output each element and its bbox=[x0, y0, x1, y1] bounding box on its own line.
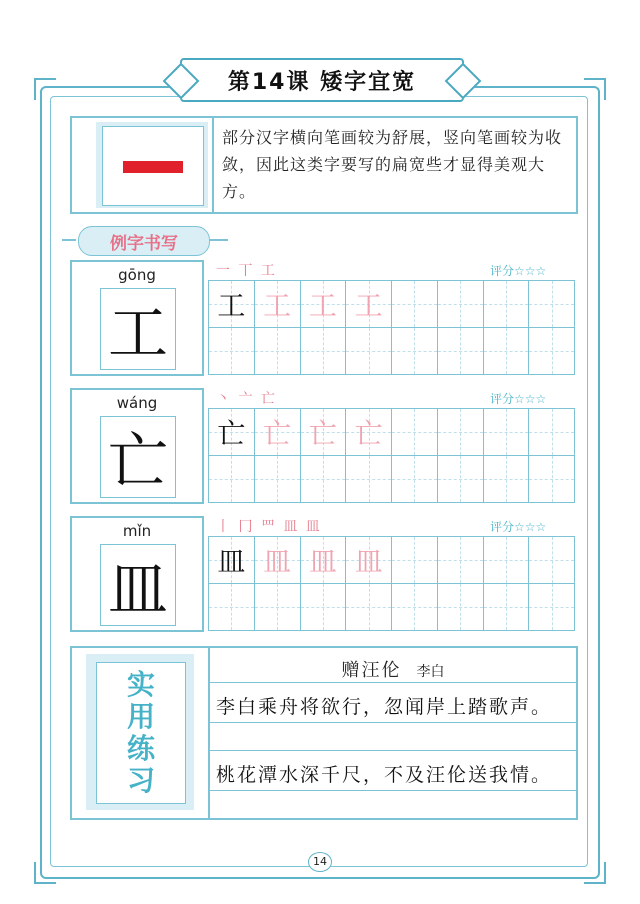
practice-grid-1 bbox=[208, 280, 575, 375]
intro-text: 部分汉字横向笔画较为舒展，竖向笔画较为收敛，因此这类字要写的扁宽些才显得美观大方。 bbox=[222, 128, 563, 201]
grid-cell[interactable] bbox=[392, 584, 438, 631]
char-display-3 bbox=[70, 516, 204, 632]
grid-cell[interactable] bbox=[392, 409, 438, 456]
pinyin-2: wáng bbox=[116, 394, 158, 412]
section-label-banner bbox=[78, 226, 210, 256]
example-char-3: 皿 bbox=[108, 555, 168, 625]
grid-cell[interactable] bbox=[392, 537, 438, 584]
intro-char-frame bbox=[102, 126, 204, 206]
grid-cell[interactable] bbox=[209, 537, 255, 584]
grid-cell[interactable] bbox=[301, 281, 347, 328]
grid-cell[interactable] bbox=[346, 537, 392, 584]
page-number-badge bbox=[300, 850, 340, 870]
grid-cell[interactable] bbox=[301, 328, 347, 375]
example-char-1: 工 bbox=[108, 299, 168, 369]
trace-char: 皿 bbox=[308, 545, 337, 578]
pinyin-1: gōng bbox=[118, 266, 156, 284]
grid-cell[interactable] bbox=[438, 537, 484, 584]
pinyin-3: mǐn bbox=[122, 522, 152, 540]
grid-cell[interactable] bbox=[346, 281, 392, 328]
grid-cell[interactable] bbox=[209, 456, 255, 503]
grid-cell[interactable] bbox=[255, 584, 301, 631]
practice-label-char: 实 bbox=[126, 668, 155, 701]
model-char: 工 bbox=[217, 289, 246, 322]
model-char: 皿 bbox=[217, 545, 246, 578]
grid-cell[interactable] bbox=[392, 456, 438, 503]
writing-line bbox=[210, 790, 576, 791]
frame-corner-bl bbox=[34, 862, 56, 884]
grid-cell[interactable] bbox=[438, 328, 484, 375]
grid-cell[interactable] bbox=[346, 584, 392, 631]
grid-cell[interactable] bbox=[301, 409, 347, 456]
grid-cell[interactable] bbox=[209, 328, 255, 375]
grid-cell[interactable] bbox=[301, 456, 347, 503]
trace-char: 亡 bbox=[308, 417, 337, 450]
poem-line-2: 桃花潭水深千尺，不及汪伦送我情。 bbox=[216, 764, 553, 786]
char-display-1 bbox=[70, 260, 204, 376]
grid-cell[interactable] bbox=[529, 409, 575, 456]
grid-cell[interactable] bbox=[209, 281, 255, 328]
lesson-title-plate bbox=[180, 58, 464, 102]
grid-cell[interactable] bbox=[392, 281, 438, 328]
grid-cell[interactable] bbox=[484, 537, 530, 584]
lesson-title: 第14课 矮字宜宽 bbox=[227, 69, 417, 95]
grid-cell[interactable] bbox=[255, 409, 301, 456]
grid-cell[interactable] bbox=[484, 409, 530, 456]
char-box-1 bbox=[100, 288, 176, 370]
score-label-3: 评分☆☆☆ bbox=[490, 520, 547, 534]
trace-char: 工 bbox=[354, 289, 383, 322]
banner-line-right bbox=[208, 239, 228, 241]
poem-heading bbox=[210, 656, 576, 682]
practice-label-frame bbox=[96, 662, 186, 804]
grid-cell[interactable] bbox=[255, 456, 301, 503]
stroke-order-2: 丶 亠 亡 bbox=[216, 391, 277, 407]
char-card-1 bbox=[70, 260, 574, 376]
char-card-2 bbox=[70, 388, 574, 504]
practice-label-char: 用 bbox=[126, 700, 155, 733]
writing-line bbox=[210, 682, 576, 683]
page-number: 14 bbox=[308, 852, 332, 872]
example-char-2: 亡 bbox=[108, 427, 168, 497]
trace-char: 亡 bbox=[263, 417, 292, 450]
intro-divider bbox=[212, 118, 214, 212]
grid-cell[interactable] bbox=[346, 409, 392, 456]
model-char: 亡 bbox=[217, 417, 246, 450]
grid-cell[interactable] bbox=[484, 456, 530, 503]
writing-line bbox=[210, 750, 576, 751]
score-label-1: 评分☆☆☆ bbox=[490, 264, 547, 278]
trace-char: 皿 bbox=[263, 545, 292, 578]
grid-cell[interactable] bbox=[255, 537, 301, 584]
char-box-3 bbox=[100, 544, 176, 626]
section-label: 例字书写 bbox=[110, 233, 178, 254]
grid-cell[interactable] bbox=[529, 584, 575, 631]
grid-cell[interactable] bbox=[529, 281, 575, 328]
score-label-2: 评分☆☆☆ bbox=[490, 392, 547, 406]
practice-label-char: 习 bbox=[126, 764, 155, 797]
poem-line-1: 李白乘舟将欲行，忽闻岸上踏歌声。 bbox=[216, 696, 553, 718]
poem-title: 赠汪伦 bbox=[341, 660, 402, 681]
grid-cell[interactable] bbox=[484, 584, 530, 631]
trace-char: 皿 bbox=[354, 545, 383, 578]
grid-cell[interactable] bbox=[438, 456, 484, 503]
practice-section bbox=[70, 646, 578, 820]
frame-corner-tl bbox=[34, 78, 56, 100]
grid-cell[interactable] bbox=[392, 328, 438, 375]
char-box-2 bbox=[100, 416, 176, 498]
writing-line bbox=[210, 722, 576, 723]
grid-cell[interactable] bbox=[438, 409, 484, 456]
practice-label-char: 练 bbox=[126, 732, 155, 765]
char-display-2 bbox=[70, 388, 204, 504]
red-stroke-bar bbox=[123, 161, 183, 173]
grid-cell[interactable] bbox=[301, 537, 347, 584]
grid-cell[interactable] bbox=[255, 328, 301, 375]
poem-author: 李白 bbox=[416, 664, 445, 680]
grid-cell[interactable] bbox=[484, 281, 530, 328]
grid-cell[interactable] bbox=[301, 584, 347, 631]
grid-cell[interactable] bbox=[529, 328, 575, 375]
trace-char: 工 bbox=[263, 289, 292, 322]
grid-cell[interactable] bbox=[209, 584, 255, 631]
grid-cell[interactable] bbox=[529, 456, 575, 503]
grid-cell[interactable] bbox=[438, 281, 484, 328]
practice-grid-2 bbox=[208, 408, 575, 503]
char-card-3 bbox=[70, 516, 574, 632]
stroke-order-1: 一 丅 工 bbox=[216, 263, 277, 279]
banner-line-left bbox=[62, 239, 76, 241]
intro-box bbox=[70, 116, 578, 214]
frame-corner-tr bbox=[584, 78, 606, 100]
grid-cell[interactable] bbox=[255, 281, 301, 328]
grid-cell[interactable] bbox=[529, 537, 575, 584]
grid-cell[interactable] bbox=[209, 409, 255, 456]
trace-char: 工 bbox=[308, 289, 337, 322]
grid-cell[interactable] bbox=[346, 456, 392, 503]
grid-cell[interactable] bbox=[438, 584, 484, 631]
grid-cell[interactable] bbox=[346, 328, 392, 375]
frame-corner-br bbox=[584, 862, 606, 884]
trace-char: 亡 bbox=[354, 417, 383, 450]
practice-grid-3 bbox=[208, 536, 575, 631]
grid-cell[interactable] bbox=[484, 328, 530, 375]
stroke-order-3: 丨 冂 罒 皿 皿 bbox=[216, 519, 322, 535]
